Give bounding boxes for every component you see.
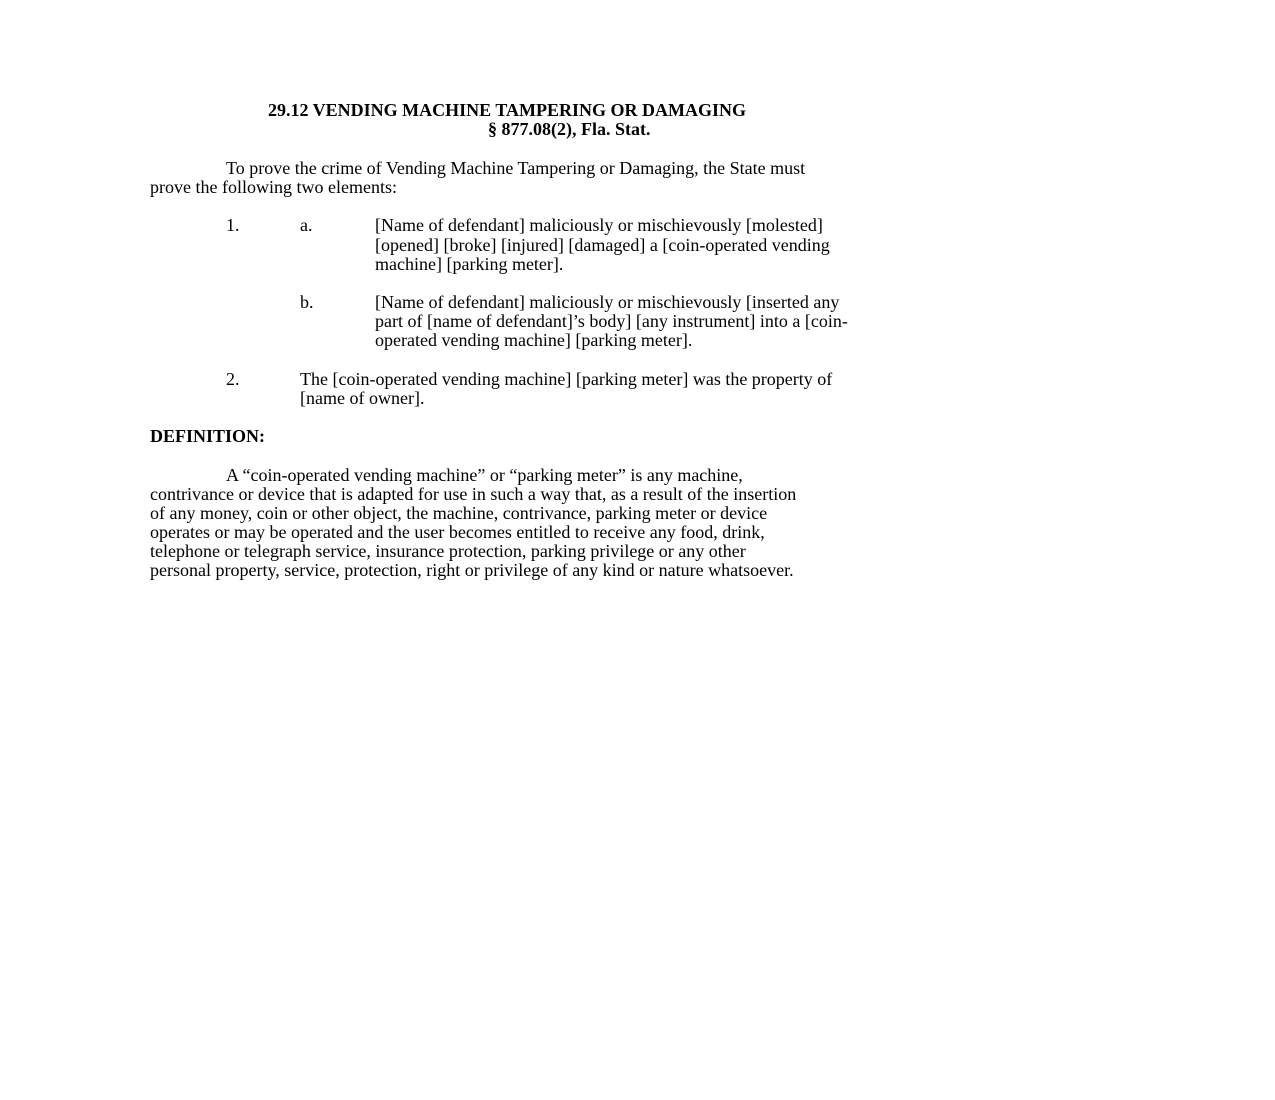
element-text: machine] [parking meter]. [375, 254, 564, 274]
element-text: [Name of defendant] maliciously or mischievously [inserted any [375, 292, 840, 312]
sub-label: a. [300, 215, 313, 235]
definition-line: contrivance or device that is adapted for use in such a way that, as a result of the insertion [150, 484, 797, 504]
element-text: part of [name of defendant]’s body] [any instrument] into a [coin- [375, 311, 848, 331]
title: 29.12 VENDING MACHINE TAMPERING OR DAMAGING [268, 100, 747, 120]
statute-reference: § 877.08(2), Fla. Stat. [488, 119, 651, 139]
definition-line: operates or may be operated and the user becomes entitled to receive any food, drink, [150, 522, 765, 542]
definition-line: A “coin-operated vending machine” or “parking meter” is any machine, [226, 465, 743, 485]
intro-line: To prove the crime of Vending Machine Tampering or Damaging, the State must [226, 158, 806, 178]
element-text: The [coin-operated vending machine] [parking meter] was the property of [300, 369, 833, 389]
element-text: [name of owner]. [300, 388, 425, 408]
definition-line: of any money, coin or other object, the machine, contrivance, parking meter or device [150, 503, 768, 523]
intro-line: prove the following two elements: [150, 177, 397, 197]
definition-heading: DEFINITION: [150, 426, 266, 446]
sub-label: b. [300, 292, 314, 312]
element-number: 1. [226, 215, 240, 235]
element-text: operated vending machine] [parking meter]. [375, 330, 693, 350]
element-text: [Name of defendant] maliciously or mischievously [molested] [375, 215, 823, 235]
definition-line: personal property, service, protection, right or privilege of any kind or nature whatsoever. [150, 560, 794, 580]
definition-line: telephone or telegraph service, insurance protection, parking privilege or any other [150, 541, 746, 561]
element-text: [opened] [broke] [injured] [damaged] a [coin-operated vending [375, 235, 830, 255]
element-number: 2. [226, 369, 240, 389]
